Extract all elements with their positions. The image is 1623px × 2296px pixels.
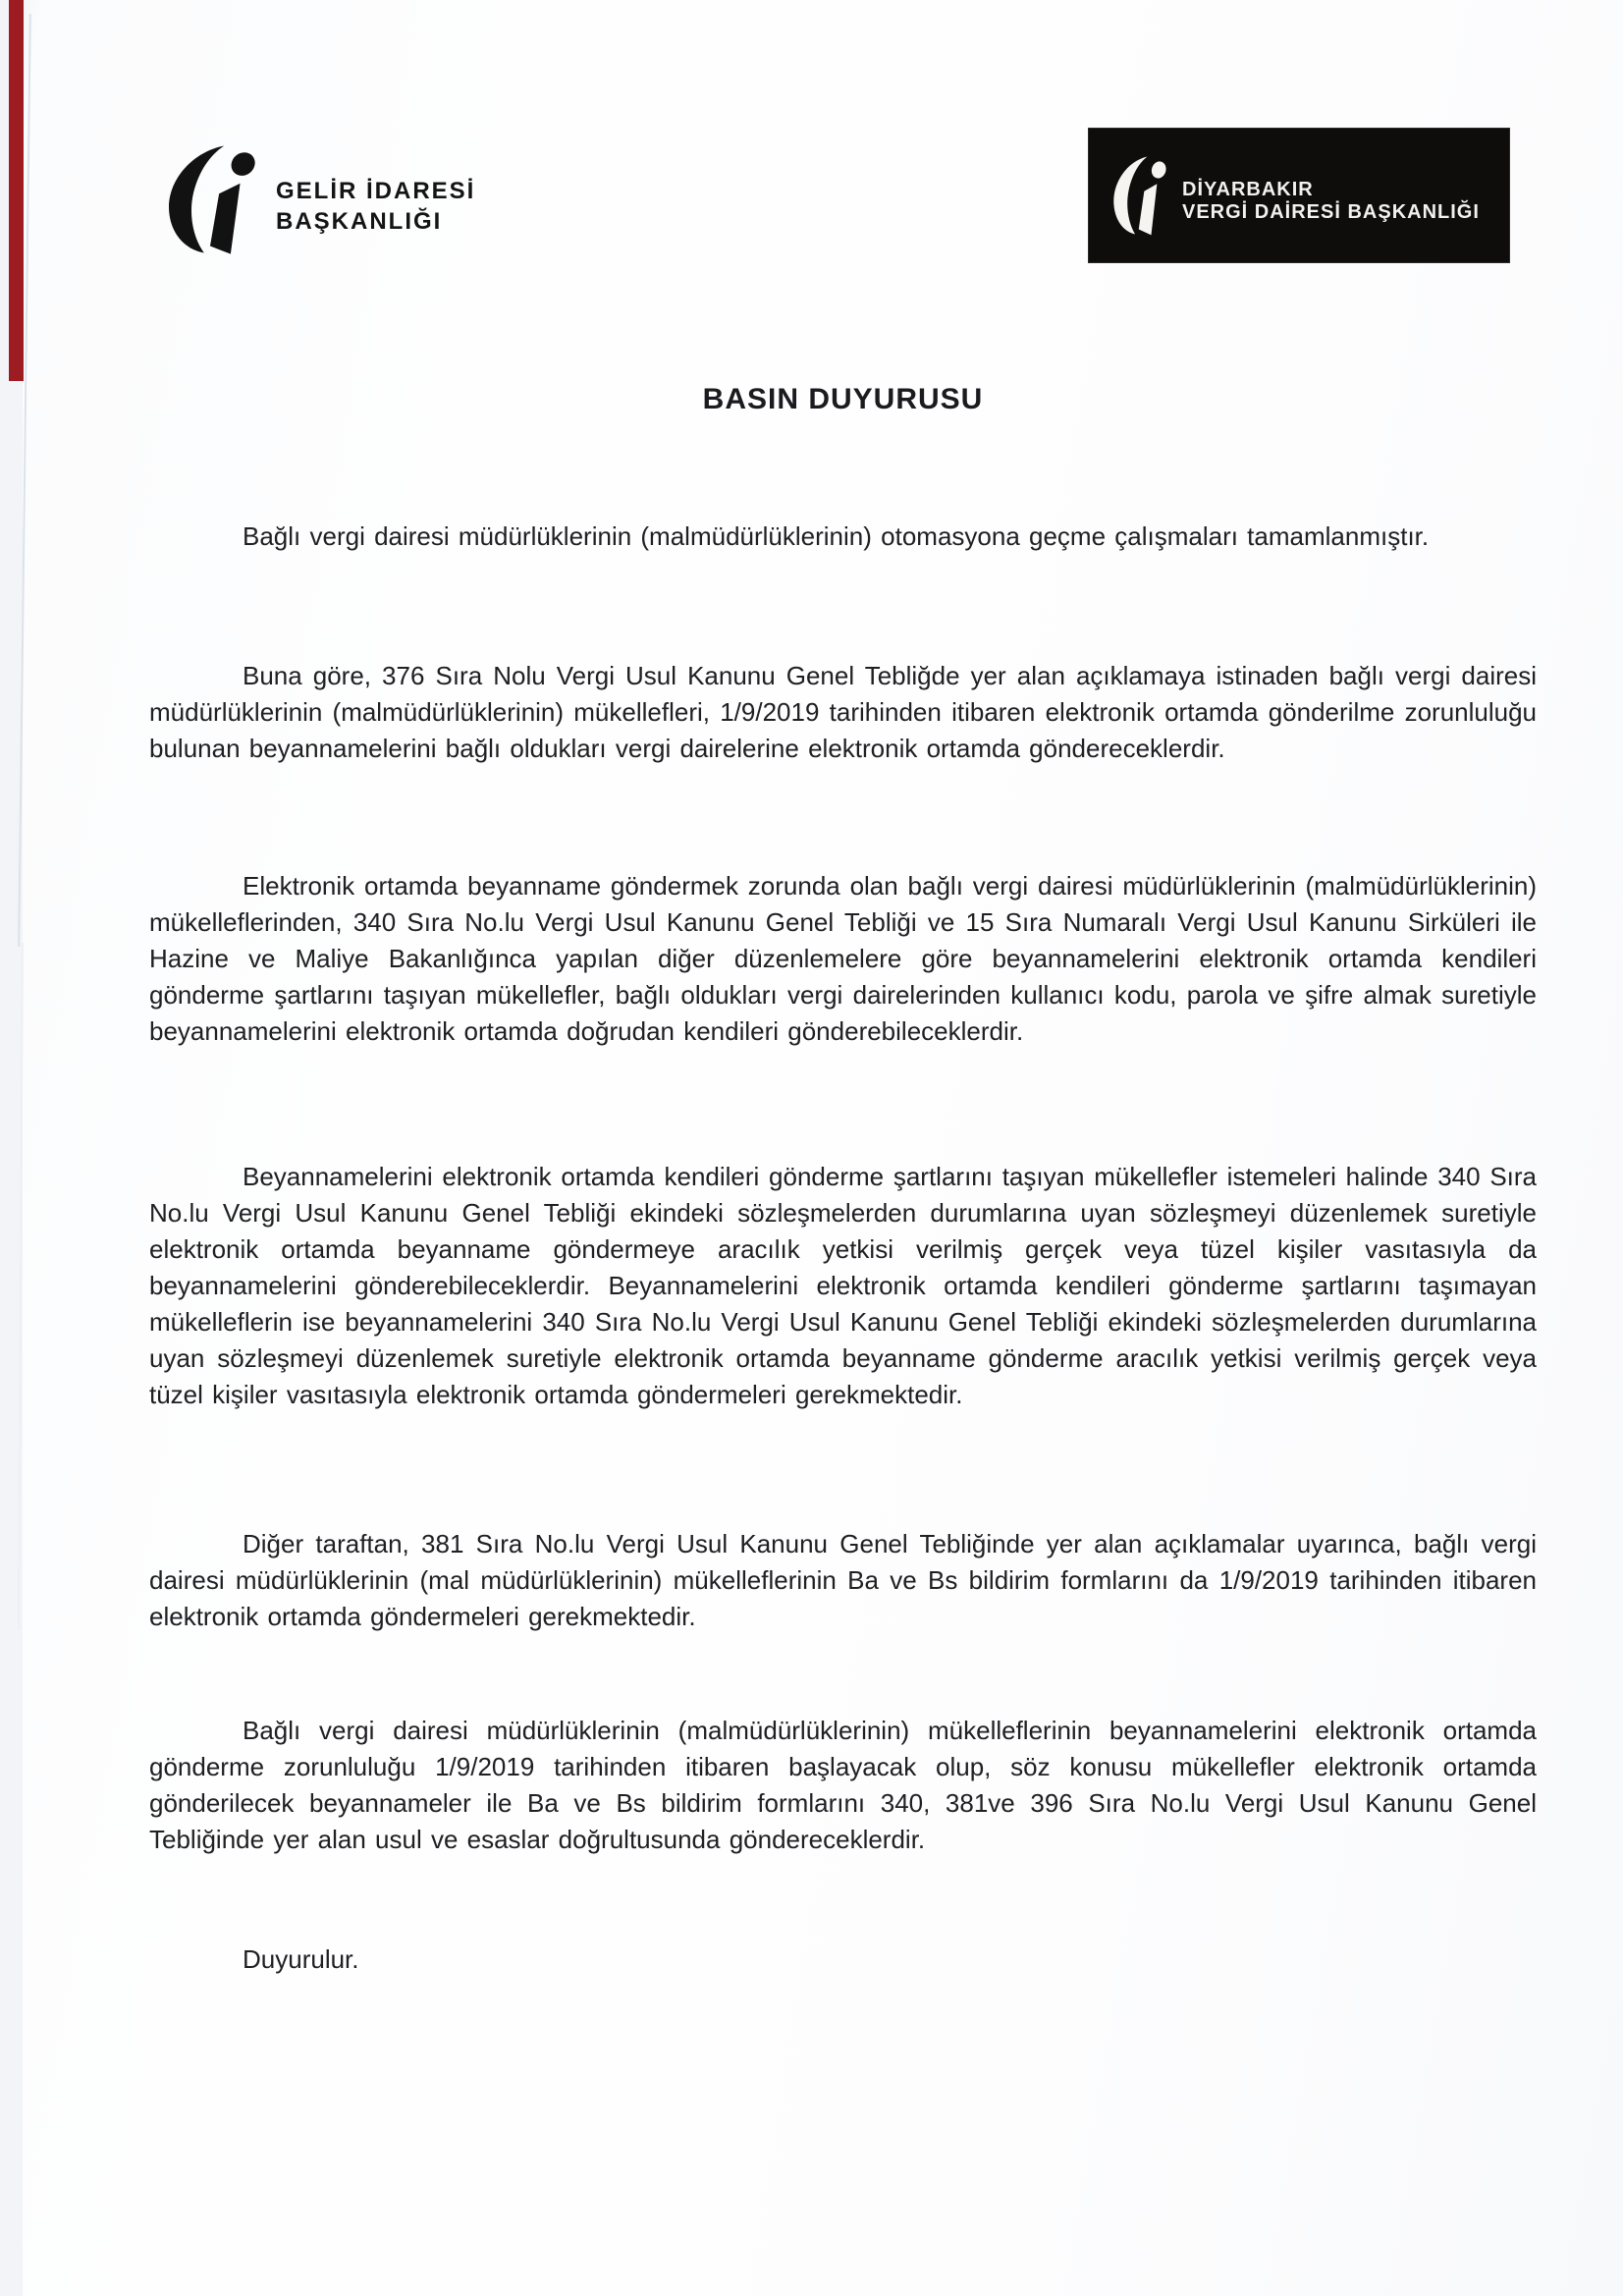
- paragraph-2: Buna göre, 376 Sıra Nolu Vergi Usul Kanunu Genel Tebliğde yer alan açıklamaya istinaden bağlı vergi dairesi müdürlüklerinin (malmüdürlüklerinin) mükellefleri, 1/9/2019 tarihinden itibaren elektronik ortamda gönderilme zorunluluğu bulunan beyannamelerini bağlı oldukları vergi dairelerine elektronik ortamda göndereceklerdir.: [149, 661, 1537, 763]
- diyarbakir-vergi-dairesi-logo: [1088, 128, 1510, 263]
- diyarbakir-logo-line2: VERGİ DAİRESİ BAŞKANLIĞI: [1182, 201, 1480, 223]
- gelir-idaresi-logo-line1: GELİR İDARESİ: [276, 178, 476, 204]
- gelir-idaresi-logo-line2: BAŞKANLIĞI: [276, 208, 443, 235]
- gib-crescent-i-icon: [162, 142, 262, 256]
- diyarbakir-logo-text: [1182, 179, 1480, 224]
- paragraph-5: Diğer taraftan, 381 Sıra No.lu Vergi Usul Kanunu Genel Tebliğinde yer alan açıklamalar uyarınca, bağlı vergi dairesi müdürlüklerinin (mal müdürlüklerinin) mükelleflerinin Ba ve Bs bildirim formlarını da 1/9/2019 tarihinden itibaren elektronik ortamda göndermeleri gerekmektedir.: [149, 1529, 1537, 1631]
- diyarbakir-logo-line1: DİYARBAKIR: [1182, 179, 1314, 200]
- paragraph-3: Elektronik ortamda beyanname göndermek zorunda olan bağlı vergi dairesi müdürlüklerinin (malmüdürlüklerinin) mükelleflerinden, 340 Sıra No.lu Vergi Usul Kanunu Genel Tebliği ve 15 Sıra Numaralı Vergi Usul Kanunu Sirküleri ile Hazine ve Maliye Bakanlığınca yapılan diğer düzenlemelere göre beyannamelerini elektronik ortamda kendileri gönderme şartlarını taşıyan mükellefler, bağlı oldukları vergi dairelerinden kullanıcı kodu, parola ve şifre almak suretiyle beyannamelerini elektronik ortamda doğrudan kendileri gönderebileceklerdir.: [149, 871, 1537, 1046]
- gelir-idaresi-logo-text: [276, 176, 475, 237]
- paragraph-6: Bağlı vergi dairesi müdürlüklerinin (malmüdürlüklerinin) mükelleflerinin beyannamelerini elektronik ortamda gönderme zorunluluğu 1/9/2019 tarihinden itibaren başlayacak olup, söz konusu mükellefler elektronik ortamda gönderilecek beyannameler ile Ba ve Bs bildirim formlarını 340, 381ve 396 Sıra No.lu Vergi Usul Kanunu Genel Tebliğinde yer alan usul ve esaslar doğrultusunda göndereceklerdir.: [149, 1716, 1537, 1854]
- gib-crescent-i-icon: [1109, 154, 1170, 237]
- gelir-idaresi-logo: [162, 142, 475, 256]
- closing-line: Duyurulur.: [243, 1944, 359, 1974]
- paragraph-4: Beyannamelerini elektronik ortamda kendileri gönderme şartlarını taşıyan mükellefler istemeleri halinde 340 Sıra No.lu Vergi Usul Kanunu Genel Tebliği ekindeki sözleşmelerden durumlarına uyan sözleşmeyi düzenlemek suretiyle elektronik ortamda beyanname göndermeye aracılık yetkisi verilmiş gerçek veya tüzel kişiler vasıtasıyla da beyannamelerini gönderebileceklerdir. Beyannamelerini elektronik ortamda kendileri gönderme şartlarını taşımayan mükelleflerin ise beyannamelerini 340 Sıra No.lu Vergi Usul Kanunu Genel Tebliği ekindeki sözleşmelerden durumlarına uyan sözleşmeyi düzenlemek suretiyle elektronik ortamda beyanname gönderme aracılık yetkisi verilmiş gerçek veya tüzel kişiler vasıtasıyla elektronik ortamda göndermeleri gerekmektedir.: [149, 1162, 1537, 1409]
- document-title: BASIN DUYURUSU: [702, 383, 984, 415]
- scan-artifact-red-strip: [9, 0, 24, 381]
- paragraph-1: Bağlı vergi dairesi müdürlüklerinin (malmüdürlüklerinin) otomasyona geçme çalışmaları tamamlanmıştır.: [243, 521, 1430, 551]
